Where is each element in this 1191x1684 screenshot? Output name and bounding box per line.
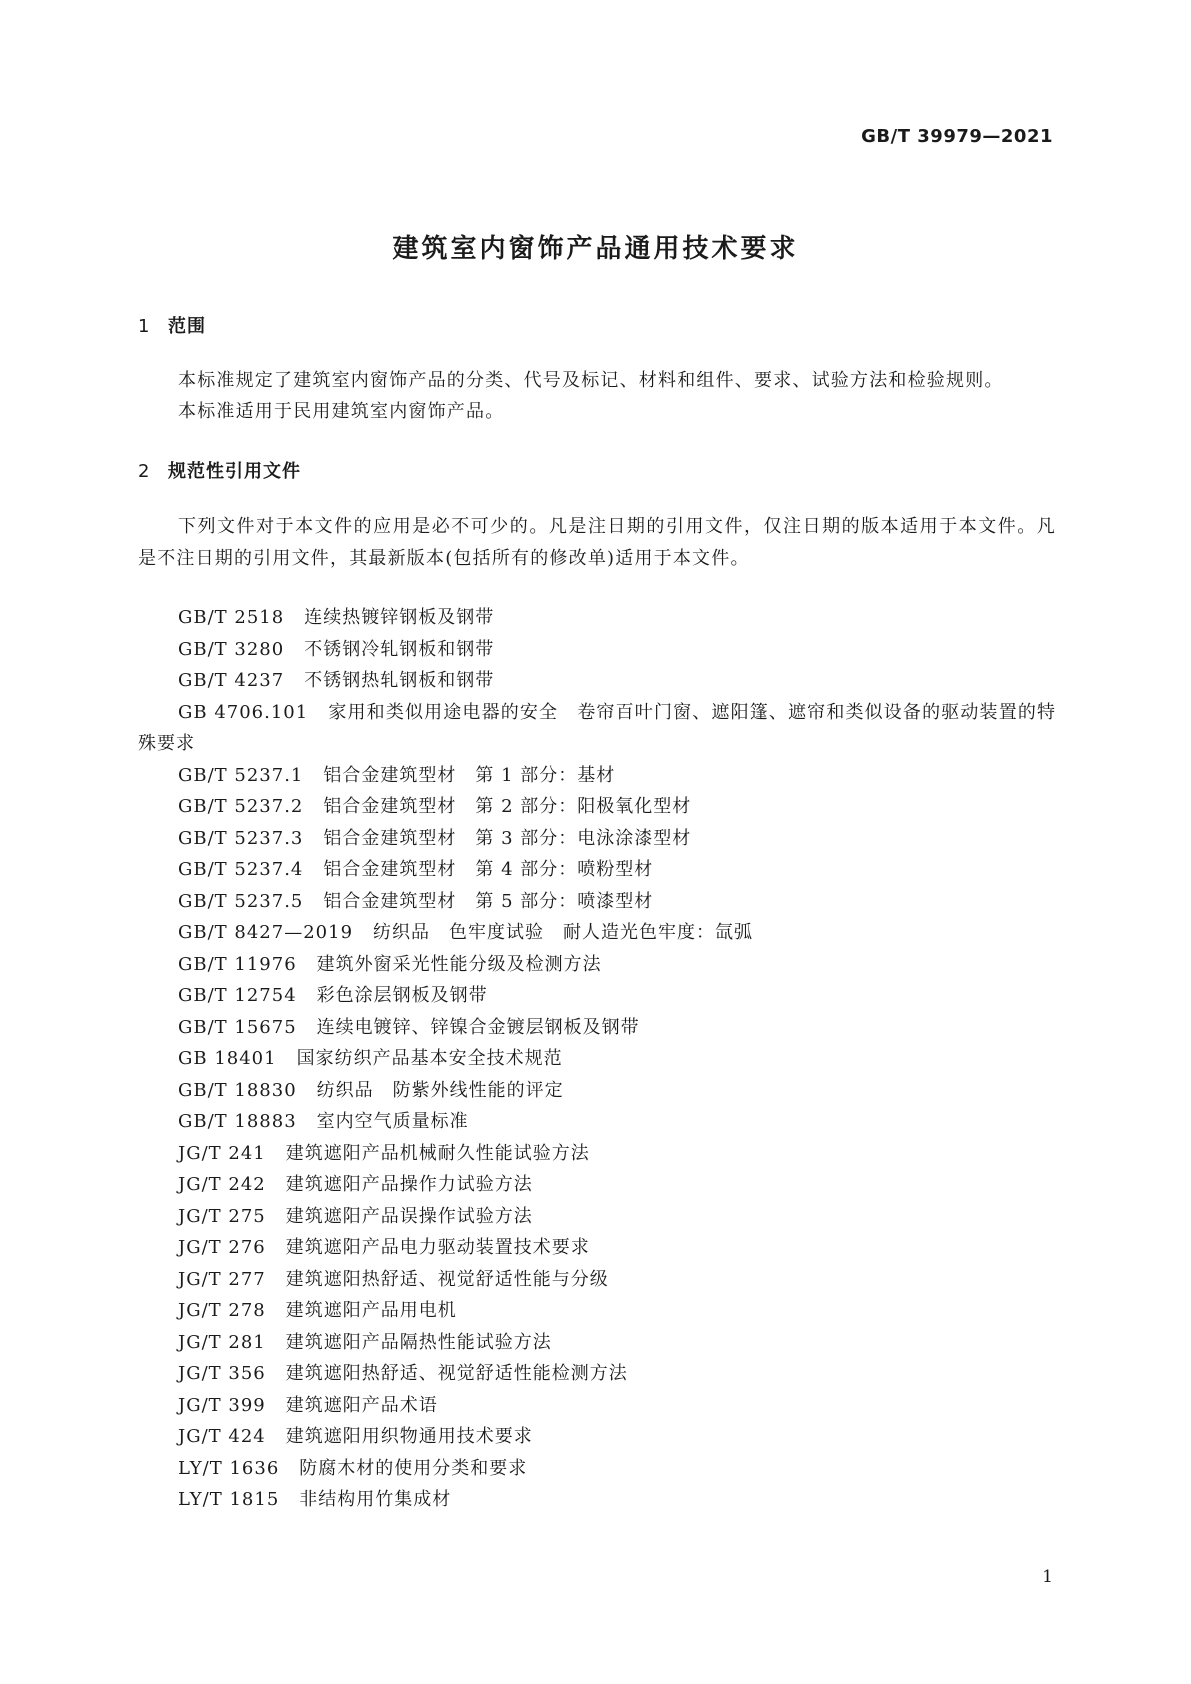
- reference-code: GB/T 5237.3: [178, 827, 304, 849]
- reference-title: 建筑遮阳产品用电机: [285, 1300, 457, 1321]
- reference-title: 建筑遮阳热舒适、视觉舒适性能与分级: [285, 1268, 609, 1290]
- reference-item: [138, 854, 1056, 886]
- page-number: 1: [1042, 1567, 1053, 1587]
- reference-title: 建筑遮阳产品电力驱动装置技术要求: [285, 1237, 590, 1258]
- reference-item: [138, 1358, 1056, 1390]
- reference-code: GB/T 18830: [178, 1079, 297, 1101]
- reference-title: 纺织品 色牢度试验 耐人造光色牢度：氙弧: [373, 922, 754, 943]
- reference-item: [138, 602, 1056, 634]
- reference-title: 铝合金建筑型材 第 4 部分：喷粉型材: [323, 859, 654, 880]
- reference-code: LY/T 1815: [178, 1489, 280, 1510]
- reference-item: [138, 1232, 1056, 1264]
- reference-code: GB/T 5237.1: [178, 764, 304, 786]
- reference-title: 纺织品 防紫外线性能的评定: [316, 1079, 564, 1101]
- reference-title: 连续电镀锌、锌镍合金镀层钢板及钢带: [316, 1016, 640, 1038]
- reference-title: 家用和类似用途电器的安全 卷帘百叶门窗、遮阳篷、遮帘和类似设备的驱动装置的特殊要求: [138, 701, 1056, 754]
- section-title: 范围: [168, 316, 206, 337]
- reference-title: 建筑遮阳热舒适、视觉舒适性能检测方法: [285, 1363, 628, 1384]
- reference-item: [138, 1138, 1056, 1170]
- reference-item: [138, 1012, 1056, 1044]
- reference-title: 铝合金建筑型材 第 5 部分：喷漆型材: [323, 890, 654, 912]
- reference-item: [138, 980, 1056, 1012]
- reference-title: 建筑遮阳产品术语: [285, 1394, 438, 1416]
- paragraph-scope-2: 本标准适用于民用建筑室内窗饰产品。: [178, 401, 505, 422]
- reference-title: 非结构用竹集成材: [299, 1489, 452, 1510]
- reference-title: 建筑遮阳用织物通用技术要求: [285, 1426, 533, 1447]
- reference-code: GB 4706.101: [178, 701, 309, 723]
- reference-list: [138, 602, 1056, 1516]
- reference-title: 建筑遮阳产品机械耐久性能试验方法: [285, 1142, 590, 1164]
- reference-title: 建筑遮阳产品操作力试验方法: [285, 1174, 533, 1195]
- reference-code: GB/T 5237.2: [178, 796, 304, 817]
- reference-title: 建筑外窗采光性能分级及检测方法: [316, 953, 602, 975]
- reference-title: 铝合金建筑型材 第 1 部分：基材: [323, 764, 616, 786]
- reference-title: 室内空气质量标准: [316, 1111, 469, 1132]
- reference-code: JG/T 356: [178, 1363, 266, 1384]
- reference-item: [138, 823, 1056, 855]
- reference-title: 连续热镀锌钢板及钢带: [304, 607, 495, 628]
- reference-title: 不锈钢热轧钢板和钢带: [304, 670, 495, 691]
- reference-code: JG/T 424: [178, 1426, 266, 1447]
- section-heading-normative-references: [138, 457, 301, 483]
- reference-item: [138, 1169, 1056, 1201]
- reference-item: [138, 1327, 1056, 1359]
- reference-code: GB/T 11976: [178, 953, 297, 975]
- reference-item: [138, 760, 1056, 792]
- section-number: 2: [138, 461, 151, 482]
- reference-title: 建筑遮阳产品误操作试验方法: [285, 1205, 533, 1227]
- reference-title: 防腐木材的使用分类和要求: [299, 1457, 528, 1479]
- reference-code: GB/T 8427—2019: [178, 922, 354, 943]
- reference-code: GB/T 2518: [178, 607, 285, 628]
- reference-item: [138, 665, 1056, 697]
- reference-code: JG/T 276: [178, 1237, 266, 1258]
- section-title: 规范性引用文件: [168, 461, 301, 482]
- reference-code: JG/T 275: [178, 1205, 266, 1227]
- reference-code: GB/T 18883: [178, 1111, 297, 1132]
- reference-code: GB/T 5237.4: [178, 859, 304, 880]
- reference-item: [138, 1264, 1056, 1296]
- reference-item: [138, 1390, 1056, 1422]
- standard-code: GB/T 39979—2021: [861, 126, 1053, 147]
- reference-item: [138, 1201, 1056, 1233]
- reference-item: [138, 1043, 1056, 1075]
- reference-code: GB/T 15675: [178, 1016, 297, 1038]
- reference-code: JG/T 242: [178, 1174, 266, 1195]
- section-heading-scope: [138, 312, 206, 338]
- reference-code: LY/T 1636: [178, 1457, 280, 1479]
- paragraph-references-intro: 下列文件对于本文件的应用是必不可少的。凡是注日期的引用文件，仅注日期的版本适用于本文件。凡是不注日期的引用文件，其最新版本(包括所有的修改单)适用于本文件。: [138, 516, 1056, 569]
- reference-code: JG/T 277: [178, 1268, 266, 1290]
- reference-title: 彩色涂层钢板及钢带: [316, 985, 488, 1006]
- reference-item: [138, 1484, 1056, 1516]
- reference-code: GB/T 3280: [178, 638, 285, 660]
- reference-item: [138, 1421, 1056, 1453]
- reference-item: [138, 886, 1056, 918]
- reference-code: JG/T 241: [178, 1142, 266, 1164]
- reference-item: [138, 1453, 1056, 1485]
- reference-item: [138, 1106, 1056, 1138]
- reference-title: 国家纺织产品基本安全技术规范: [296, 1048, 563, 1069]
- section-number: 1: [138, 316, 151, 337]
- reference-code: JG/T 278: [178, 1300, 266, 1321]
- reference-code: JG/T 399: [178, 1394, 266, 1416]
- reference-item: [138, 634, 1056, 666]
- reference-title: 建筑遮阳产品隔热性能试验方法: [285, 1331, 552, 1353]
- reference-item: [138, 1295, 1056, 1327]
- reference-title: 铝合金建筑型材 第 2 部分：阳极氧化型材: [323, 796, 692, 817]
- document-title: 建筑室内窗饰产品通用技术要求: [392, 234, 799, 264]
- reference-title: 不锈钢冷轧钢板和钢带: [304, 638, 495, 660]
- reference-code: GB 18401: [178, 1048, 277, 1069]
- paragraph-scope-1: 本标准规定了建筑室内窗饰产品的分类、代号及标记、材料和组件、要求、试验方法和检验规则。: [178, 370, 1004, 391]
- reference-item: [138, 1075, 1056, 1107]
- reference-item: [138, 917, 1056, 949]
- reference-title: 铝合金建筑型材 第 3 部分：电泳涂漆型材: [323, 827, 692, 849]
- reference-code: GB/T 4237: [178, 670, 285, 691]
- reference-code: GB/T 12754: [178, 985, 297, 1006]
- reference-code: GB/T 5237.5: [178, 890, 304, 912]
- reference-item: [138, 791, 1056, 823]
- reference-item: [138, 697, 1056, 760]
- reference-code: JG/T 281: [178, 1331, 266, 1353]
- reference-item: [138, 949, 1056, 981]
